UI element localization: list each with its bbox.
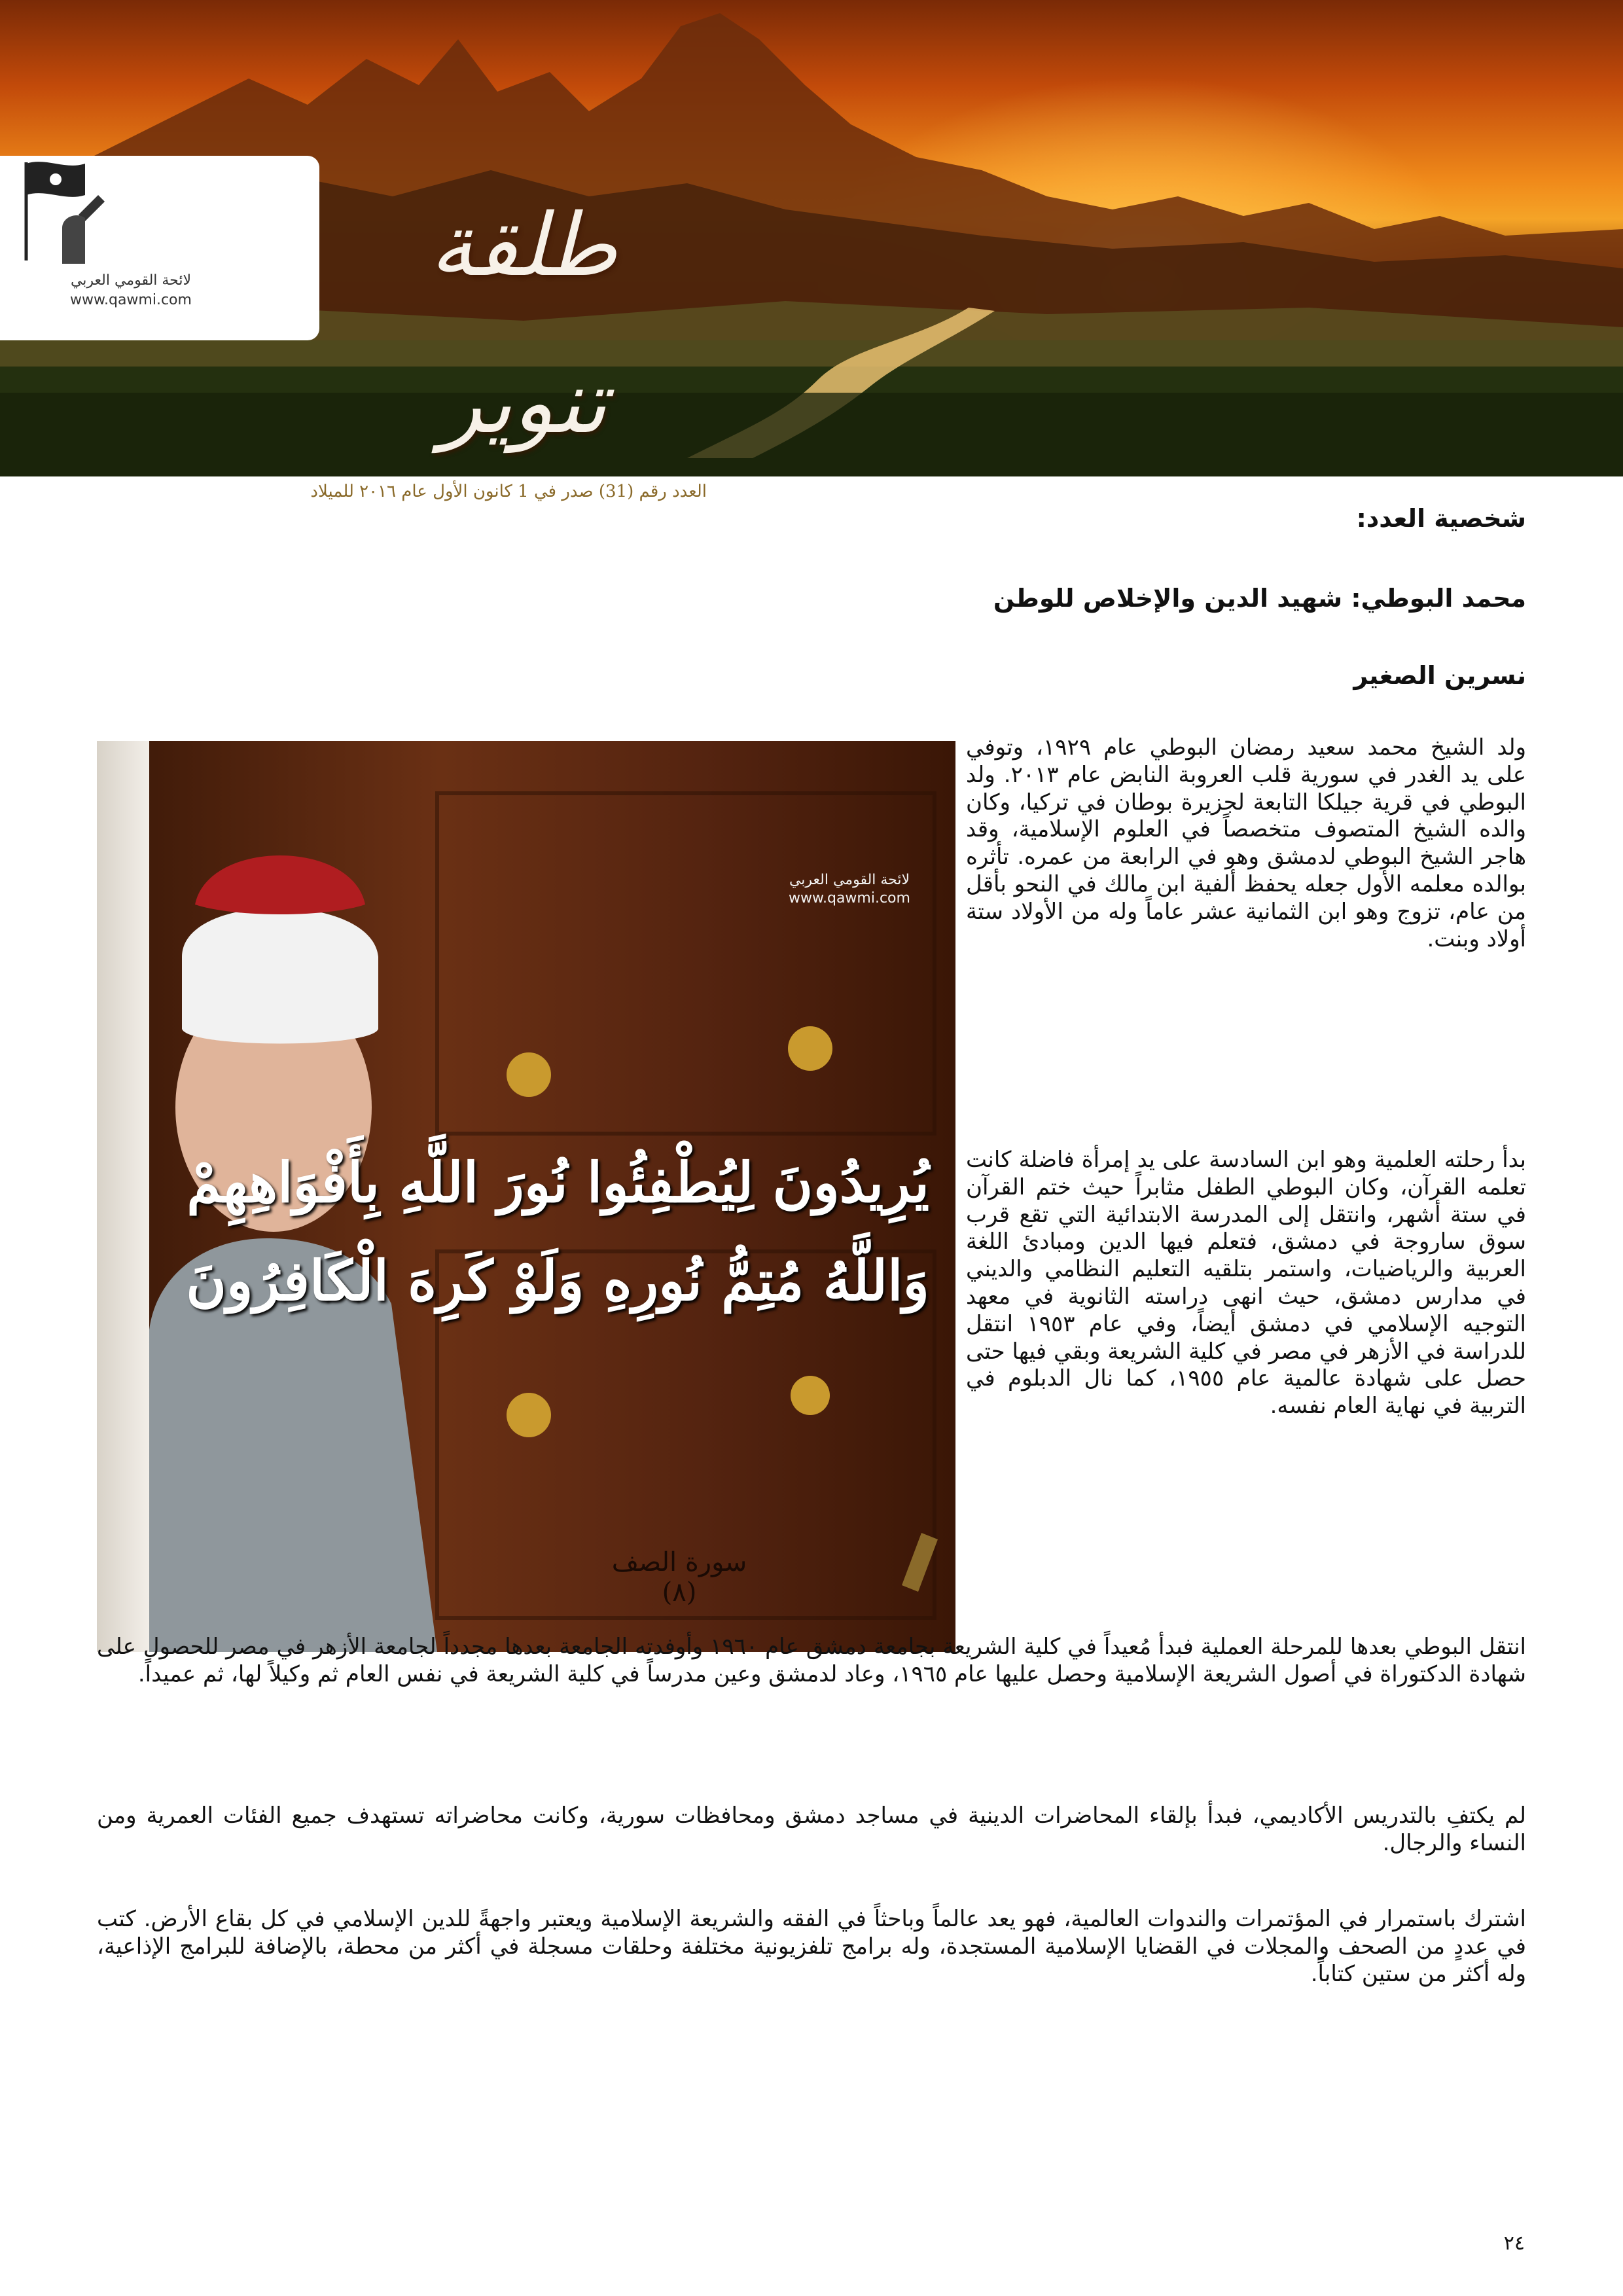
- quran-verse: [97, 1134, 955, 1330]
- verse-line-1: يُرِيدُونَ لِيُطْفِئُوا نُورَ اللَّهِ بِأَفْوَاهِهِمْ: [187, 1150, 929, 1215]
- article-photo: [97, 741, 955, 1652]
- issue-line: العدد رقم (31) صدر في 1 كانون الأول عام ٢٠١٦ للميلاد: [310, 482, 707, 501]
- photo-logo-url: www.qawmi.com: [789, 890, 910, 906]
- paragraph-3: انتقل البوطي بعدها للمرحلة العملية فبدأ مُعيداً في كلية الشريعة بجامعة دمشق عام ١٩٦٠ وأوفدته الجامعة بعدها مجدداً لجامعة الأزهر في مصر للحصول على شهادة الدكتوراة في أصول الشريعة الإسلامية وحصل عليها عام ١٩٦٥، وعاد لدمشق وعين مدرساً في كلية الشريعة في نفس العام ثم وكيلاً لها، ثم عميداً.: [97, 1634, 1526, 1687]
- verse-reference: سورة الصف (٨): [611, 1547, 747, 1607]
- header-banner: [0, 0, 1623, 476]
- paragraph-1: ولد الشيخ محمد سعيد رمضان البوطي عام ١٩٢٩، وتوفي على يد الغدر في سورية قلب العروبة النابض عام ٢٠١٣. ولد البوطي في قرية جيلكا التابعة لجزيرة بوطان في تركيا، وكان والده الشيخ المتصوف متخصصاً في العلوم الإسلامية، وقد هاجر الشيخ البوطي لدمشق وهو في الرابعة من عمره. تأثره بوالده معلمه الأول جعله يحفظ ألفية ابن مالك في النحو بأقل من عام، تزوج وهو ابن الثمانية عشر عاماً وله من الأولاد ستة أولاد وبنت.: [966, 734, 1526, 952]
- article-author: نسرين الصغير: [1353, 661, 1526, 690]
- logo-name: لائحة القومي العربي: [70, 272, 192, 289]
- logo-url: www.qawmi.com: [70, 292, 192, 308]
- paragraph-5: اشترك باستمرار في المؤتمرات والندوات العالمية، فهو يعد عالماً وباحثاً في الفقه والشريعة الإسلامية ويعتبر واجهةً للدين الإسلامي في كل بقاع الأرض. كتب في عددٍ من الصحف والمجلات في القضايا الإسلامية المستجدة، وله برامج تلفزيونية مختلفة وحلقات مسجلة في أكثر من محطة، بالإضافة للبرامج الإذاعية، وله أكثر من ستين كتاباً.: [97, 1906, 1526, 1987]
- page-number: ٢٤: [1503, 2232, 1525, 2255]
- photo-logo-name: لائحة القومي العربي: [789, 872, 910, 888]
- masthead-title: طلقة تنوير: [429, 195, 618, 453]
- verse-line-2: وَاللَّهُ مُتِمُّ نُورِهِ وَلَوْ كَرِهَ الْكَافِرُونَ: [186, 1248, 929, 1313]
- section-label: شخصية العدد:: [1356, 504, 1526, 533]
- paragraph-4: لم يكتفِ بالتدريس الأكاديمي، فبدأ بإلقاء المحاضرات الدينية في مساجد دمشق ومحافظات سورية، وكانت محاضراته تستهدف جميع الفئات العمرية ومن النساء والرجال.: [97, 1803, 1526, 1856]
- article-title: محمد البوطي: شهيد الدين والإخلاص للوطن: [993, 584, 1526, 613]
- logo-box: [0, 156, 319, 340]
- flag-logo-icon: [0, 156, 131, 267]
- paragraph-2: بدأ رحلته العلمية وهو ابن السادسة على يد إمرأة فاضلة كانت تعلمه القرآن، وكان البوطي الطفل مثابراً حيث ختم القرآن في ستة أشهر، وانتقل إلى المدرسة الابتدائية التي تقع قرب سوق ساروجة في دمشق، فتعلم فيها الدين ومبادئ اللغة العربية والرياضيات، واستمر بتلقيه التعليم النظامي والديني في مدارس دمشق، حيث انهى دراسته الثانوية في معهد التوجيه الإسلامي في دمشق أيضاً، وفي عام ١٩٥٣ انتقل للدراسة في الأزهر في مصر في كلية الشريعة وبقي فيها حتى حصل على شهادة عالمية عام ١٩٥٥، كما نال الدبلوم في التربية في نهاية العام نفسه.: [966, 1147, 1526, 1420]
